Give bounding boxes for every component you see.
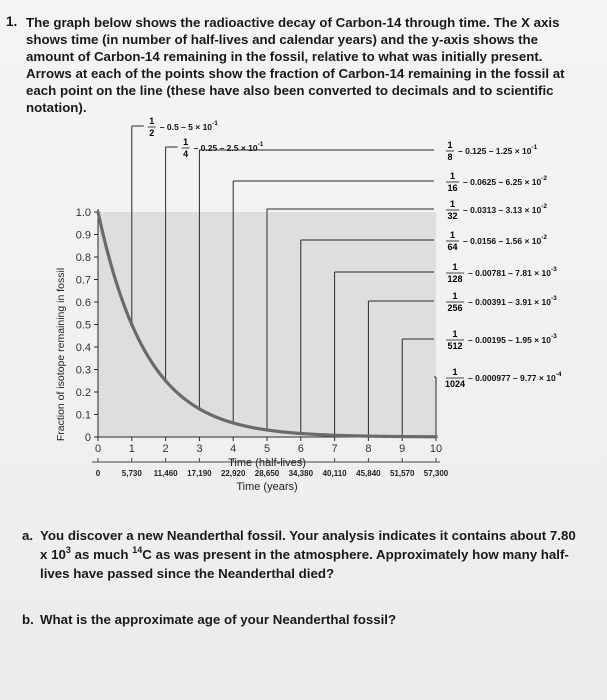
y-tick-label: 0 xyxy=(84,432,91,444)
fraction-denominator: 512 xyxy=(447,341,463,351)
fraction-denominator: 128 xyxy=(447,274,463,284)
part-a-exponent-2: 14 xyxy=(132,545,143,555)
callout-value: – $0.0313 - 3.13 \times 10^{-2}$ xyxy=(463,203,548,215)
fraction-numerator: 1 xyxy=(452,291,458,301)
year-tick-label: 0 xyxy=(95,469,101,478)
x-tick-label: 4 xyxy=(230,443,237,455)
callout-value: – $0.00781 - 7.81 \times 10^{-3}$ xyxy=(468,266,557,278)
y-tick-label: 0.5 xyxy=(75,319,91,332)
x-axis-title: Time (half-lives) xyxy=(228,457,306,469)
fraction-numerator: 1 xyxy=(449,199,456,209)
fraction-numerator: 1 xyxy=(452,329,458,339)
x-tick-label: 0 xyxy=(94,443,102,455)
fraction-numerator: 1 xyxy=(447,140,453,150)
fraction-numerator: 1 xyxy=(452,262,458,272)
y-tick-label: 0.6 xyxy=(75,297,91,309)
part-a-exponent-1: 3 xyxy=(65,545,71,555)
question-text: The graph below shows the radioactive decay of Carbon-14 through time. The X axis shows time (in number of half-lives and calendar years) and the y-axis shows the amount of Carbon-14 remaining in the fossil, relative to what was initially present. Arrows at each of the points show the fraction of Carbon-14 remaining in the fossil at each point on the line (these have also been converted to decimals and to scientific notation). xyxy=(26,15,565,115)
year-tick-label: 34,380 xyxy=(288,469,314,478)
y-tick-label: 0.9 xyxy=(75,229,91,242)
part-b-text: What is the approximate age of your Neanderthal fossil? xyxy=(40,612,397,627)
fraction-denominator: 16 xyxy=(447,183,458,193)
part-a-text-2: as much xyxy=(70,547,133,562)
x-tick-label: 9 xyxy=(399,443,406,455)
part-b-letter: b. xyxy=(22,612,34,627)
x-tick-label: 5 xyxy=(263,443,271,455)
x-tick-label: 8 xyxy=(365,443,372,455)
year-tick-label: 11,460 xyxy=(153,469,178,478)
fraction-denominator: 256 xyxy=(447,303,463,313)
callout-value: – $0.25 - 2.5 \times 10^{-1}$ xyxy=(193,141,264,153)
year-tick-label: 5,730 xyxy=(121,469,142,478)
fraction-denominator: 2 xyxy=(149,128,155,138)
question-number: 1. xyxy=(6,14,18,29)
year-tick-label: 28,650 xyxy=(254,469,280,478)
x-tick-label: 10 xyxy=(429,443,443,455)
y-tick-label: 0.2 xyxy=(75,387,91,399)
callout-value: – $0.00195 - 1.95 \times 10^{-3}$ xyxy=(468,333,557,345)
year-tick-label: 57,300 xyxy=(423,469,449,478)
callout-value: – $0.00391 - 3.91 \times 10^{-3}$ xyxy=(468,295,557,307)
y-tick-label: 0.1 xyxy=(75,409,91,422)
fraction-numerator: 1 xyxy=(449,171,456,181)
y-tick-label: 0.3 xyxy=(75,364,91,377)
year-tick-label: 45,840 xyxy=(356,469,381,478)
x-tick-label: 6 xyxy=(297,443,304,455)
callout-value: – $0.000977 - 9.77 \times 10^{-4}$ xyxy=(468,371,562,383)
year-axis-title: Time (years) xyxy=(236,481,298,493)
part-a-text-1: You discover a new Neanderthal fossil. Your analysis indicates it contains about 7.80 x 10 xyxy=(40,528,576,562)
y-tick-label: 0.7 xyxy=(75,274,91,287)
fraction-numerator: 1 xyxy=(452,367,458,377)
callout-value: – $0.125 - 1.25 \times 10^{-1}$ xyxy=(458,144,538,156)
fraction-denominator: 64 xyxy=(447,242,458,252)
x-tick-label: 3 xyxy=(196,443,203,455)
x-tick-label: 2 xyxy=(162,443,169,455)
year-tick-label: 51,570 xyxy=(389,469,415,478)
part-a-text-3: C as was present in the atmosphere. Approximately how many half-lives have passed since the Neanderthal died? xyxy=(40,547,569,581)
year-tick-label: 40,110 xyxy=(322,469,347,478)
fraction-denominator: 1024 xyxy=(444,379,466,389)
part-b xyxy=(22,610,585,629)
part-a xyxy=(22,526,585,583)
year-tick-label: 17,190 xyxy=(187,469,212,478)
fraction-denominator: 4 xyxy=(183,149,189,159)
y-tick-label: 0.8 xyxy=(75,252,91,264)
fraction-numerator: 1 xyxy=(183,137,189,147)
fraction-numerator: 1 xyxy=(449,230,456,240)
y-axis-title: Fraction of isotope remaining in fossil xyxy=(55,267,67,442)
y-tick-label: 1.0 xyxy=(75,207,91,219)
callout-value: – $0.0156 - 1.56 \times 10^{-2}$ xyxy=(463,234,548,246)
y-tick-label: 0.4 xyxy=(75,342,91,354)
x-tick-label: 1 xyxy=(128,443,135,455)
callout-value: – $0.5 - 5 \times 10^{-1}$ xyxy=(159,120,218,132)
callout-value: – $0.0625 - 6.25 \times 10^{-2}$ xyxy=(463,175,548,187)
fraction-numerator: 1 xyxy=(149,116,155,126)
x-tick-label: 7 xyxy=(331,443,338,455)
fraction-denominator: 32 xyxy=(447,211,458,221)
part-a-letter: a. xyxy=(22,528,34,543)
year-tick-label: 22,920 xyxy=(220,469,246,478)
fraction-denominator: 8 xyxy=(447,152,453,162)
